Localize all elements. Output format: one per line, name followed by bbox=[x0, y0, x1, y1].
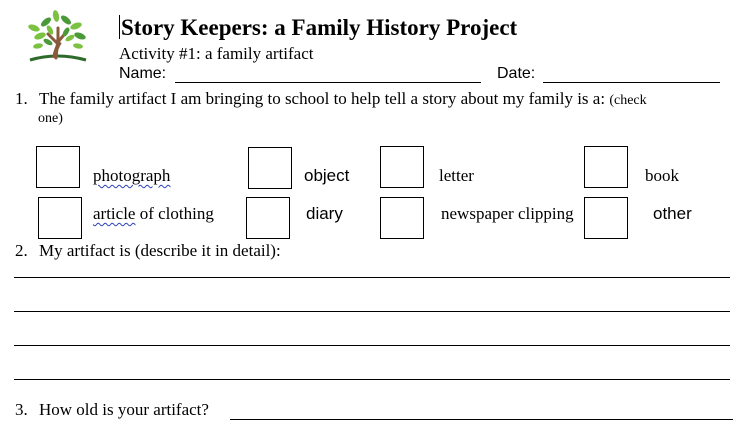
text-cursor bbox=[119, 15, 120, 39]
checkbox-article-of-clothing[interactable] bbox=[38, 197, 82, 239]
option-article-of-clothing-label: article of clothing bbox=[93, 204, 214, 223]
question-1-text: The family artifact I am bringing to school to help tell a story about my family is a: bbox=[39, 89, 606, 108]
artifact-age-field[interactable] bbox=[230, 419, 733, 420]
question-2 bbox=[15, 241, 281, 261]
question-1-note-end: one) bbox=[38, 111, 63, 126]
page-title bbox=[119, 15, 517, 41]
option-object-label: object bbox=[304, 166, 350, 185]
question-1-number: 1. bbox=[15, 89, 28, 108]
checkbox-photograph[interactable] bbox=[36, 146, 80, 188]
answer-line-1[interactable] bbox=[14, 277, 730, 278]
question-1-note-start: (check bbox=[609, 93, 647, 108]
question-2-number: 2. bbox=[15, 241, 28, 260]
checkbox-object[interactable] bbox=[248, 147, 292, 189]
answer-line-3[interactable] bbox=[14, 345, 730, 346]
question-2-text: My artifact is (describe it in detail): bbox=[39, 241, 281, 260]
question-3-number: 3. bbox=[15, 400, 28, 419]
question-1 bbox=[15, 89, 647, 109]
option-letter-label: letter bbox=[439, 166, 474, 185]
option-newspaper-clipping-label: newspaper clipping bbox=[441, 204, 574, 223]
checkbox-diary[interactable] bbox=[246, 197, 290, 239]
question-3-text: How old is your artifact? bbox=[39, 400, 209, 419]
option-book-label: book bbox=[645, 166, 679, 185]
page-title-text: Story Keepers: a Family History Project bbox=[121, 15, 518, 40]
option-diary-label: diary bbox=[306, 204, 343, 223]
tree-logo-icon bbox=[20, 8, 94, 68]
name-field[interactable] bbox=[175, 82, 481, 83]
checkbox-book[interactable] bbox=[584, 146, 628, 188]
date-label: Date: bbox=[497, 65, 536, 82]
answer-line-2[interactable] bbox=[14, 311, 730, 312]
option-photograph-label: photograph bbox=[93, 166, 171, 185]
activity-subtitle: Activity #1: a family artifact bbox=[119, 44, 314, 63]
checkbox-letter[interactable] bbox=[380, 146, 424, 188]
option-other-label: other bbox=[653, 204, 692, 223]
checkbox-newspaper-clipping[interactable] bbox=[380, 197, 424, 239]
answer-line-4[interactable] bbox=[14, 379, 730, 380]
checkbox-other[interactable] bbox=[584, 197, 628, 239]
name-label: Name: bbox=[119, 65, 167, 82]
question-3 bbox=[15, 400, 209, 420]
date-field[interactable] bbox=[543, 82, 720, 83]
